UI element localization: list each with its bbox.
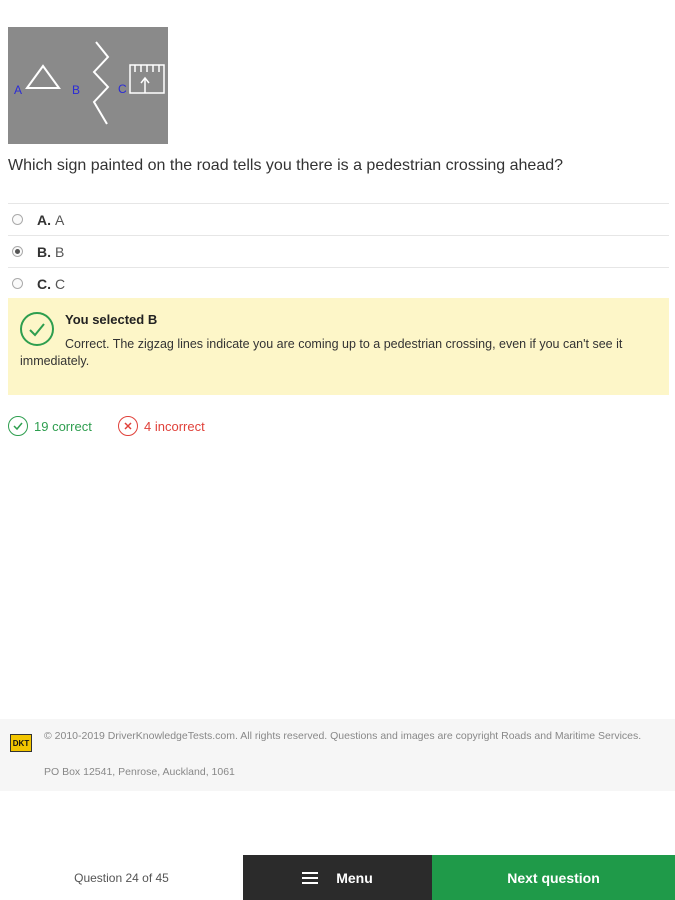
option-b[interactable] <box>8 236 669 268</box>
check-icon <box>8 416 28 436</box>
option-a-text: A <box>55 211 65 228</box>
option-b-text: B <box>55 243 65 260</box>
cross-icon <box>118 416 138 436</box>
sign-label-b: B <box>72 83 81 97</box>
menu-button[interactable] <box>243 855 432 900</box>
correct-label: 19 correct <box>34 418 92 434</box>
answer-options <box>8 203 669 300</box>
zigzag-marking <box>94 42 108 124</box>
incorrect-label: 4 incorrect <box>144 418 205 434</box>
feedback-body: Correct. The zigzag lines indicate you are coming up to a pedestrian crossing, even if you can't see it immediately. <box>20 337 623 368</box>
road-sign-image <box>8 27 168 144</box>
option-c-radio[interactable] <box>12 278 23 289</box>
next-question-button[interactable]: Next question <box>432 855 675 900</box>
option-b-radio[interactable] <box>12 246 23 257</box>
option-a-radio[interactable] <box>12 214 23 225</box>
sign-label-a: A <box>14 83 23 97</box>
bottom-bar <box>0 855 675 900</box>
question-text: Which sign painted on the road tells you there is a pedestrian crossing ahead? <box>8 157 564 174</box>
option-a-letter: A. <box>37 211 51 228</box>
triangle-marking <box>27 66 59 88</box>
option-b-letter: B. <box>37 243 51 260</box>
incorrect-count <box>118 416 205 436</box>
option-a[interactable] <box>8 204 669 236</box>
sign-label-c: C <box>118 82 127 96</box>
footer <box>0 719 675 791</box>
footer-address: PO Box 12541, Penrose, Auckland, 1061 <box>44 766 235 778</box>
correct-count <box>8 416 92 436</box>
answer-feedback <box>8 298 669 395</box>
dkt-logo: DKT <box>10 734 32 752</box>
question-progress: Question 24 of 45 <box>74 870 169 885</box>
stop-line-marking <box>130 65 164 93</box>
option-c-text: C <box>55 275 66 292</box>
menu-label: Menu <box>336 869 373 886</box>
option-c[interactable] <box>8 268 669 300</box>
feedback-title: You selected B <box>65 312 158 327</box>
option-c-letter: C. <box>37 275 51 292</box>
hamburger-icon <box>302 872 318 884</box>
footer-copyright: © 2010-2019 DriverKnowledgeTests.com. All rights reserved. Questions and images are copyright Roads and Maritime Services. <box>44 730 642 742</box>
